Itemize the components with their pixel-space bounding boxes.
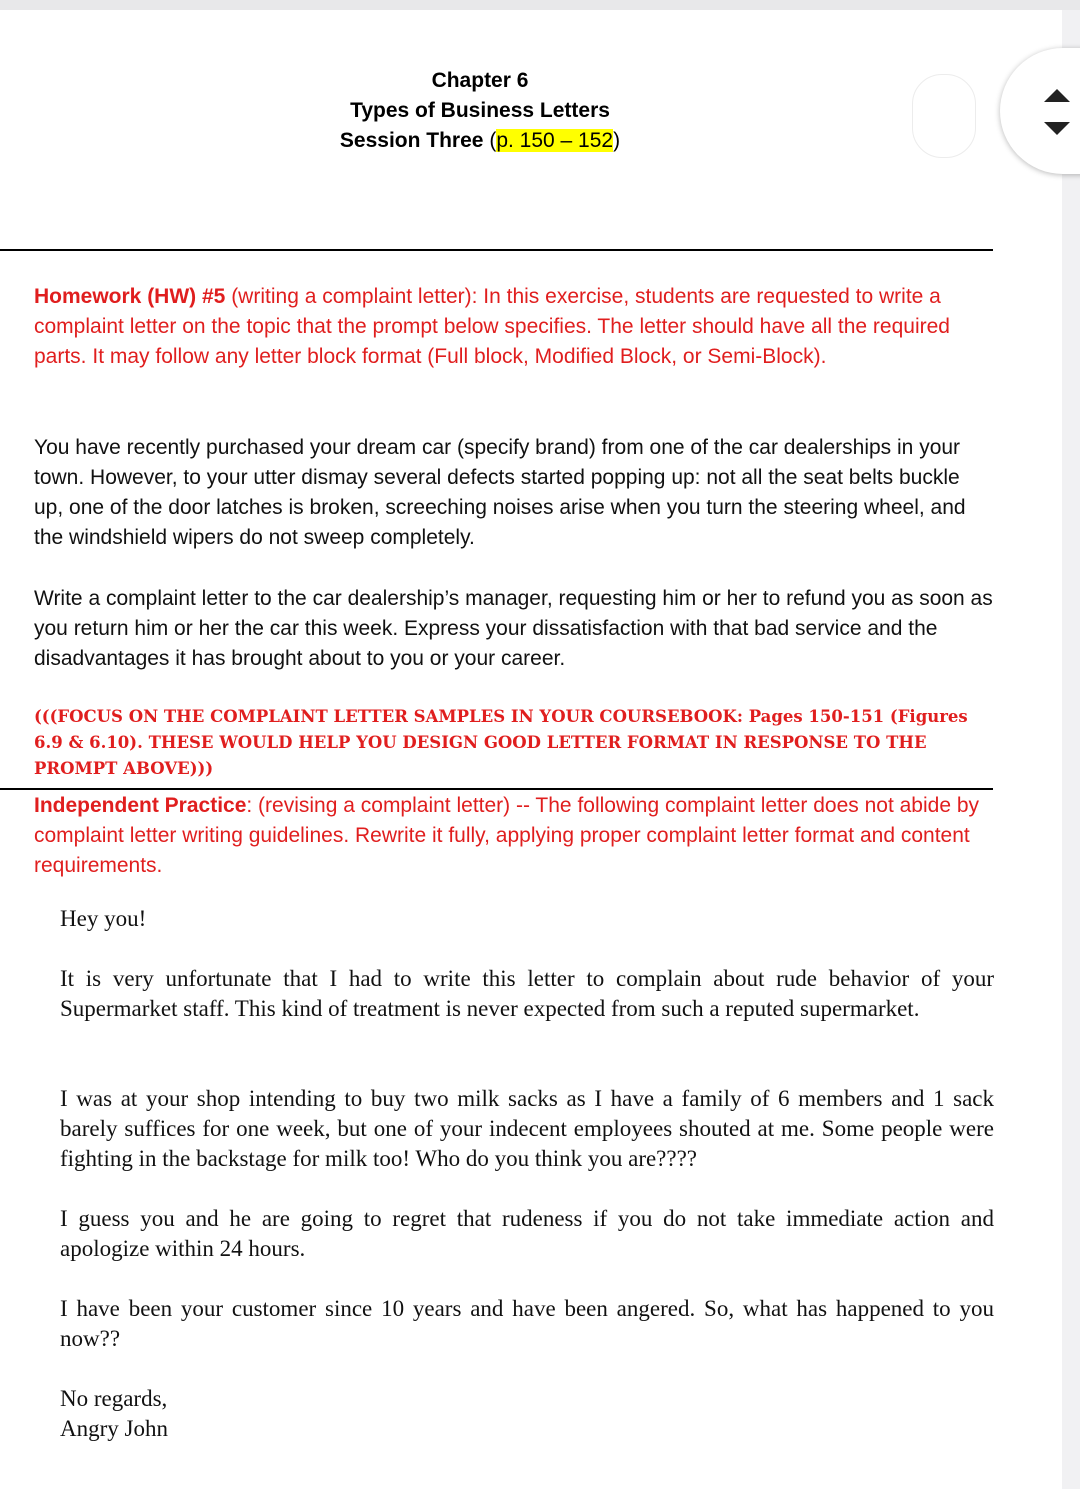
highlighted-pages: p. 150 – 152 xyxy=(496,129,614,152)
open-paren: ( xyxy=(489,129,497,152)
homework-instructions xyxy=(34,282,994,372)
letter-signature: Angry John xyxy=(60,1416,168,1441)
letter-paragraph: It is very unfortunate that I had to write this letter to complain about rude behavior of your Supermarket staff. This kind of treatment is never expected from such a reputed supermarket. xyxy=(60,966,994,1021)
divider-middle xyxy=(0,788,993,790)
letter-greeting: Hey you! xyxy=(60,906,147,931)
task-paragraph: Write a complaint letter to the car dealership’s manager, requesting him or her to refund you as soon as you return him or her the car this week. Express your dissatisfaction with that bad service and the disadvantages it has brought about to you or your career. xyxy=(34,587,993,670)
letter-paragraph: I was at your shop intending to buy two milk sacks as I have a family of 6 members and 1 sack barely suffices for one week, but one of your indecent employees shouted at me. Some people were fighting in the backstage for milk too! Who do you think you are???? xyxy=(60,1086,994,1171)
letter-sign-off xyxy=(60,1384,994,1444)
chapter-title: Types of Business Letters xyxy=(350,99,610,122)
faded-nav-control xyxy=(912,74,976,158)
independent-practice-instructions xyxy=(34,791,994,881)
homework-label: Homework (HW) #5 xyxy=(34,285,226,308)
independent-practice-label: Independent Practice xyxy=(34,794,247,817)
title-block xyxy=(0,66,960,156)
session-line xyxy=(0,126,960,156)
scrollbar-track[interactable] xyxy=(1062,10,1080,1489)
close-paren: ) xyxy=(613,129,621,152)
triangle-up-icon[interactable] xyxy=(1044,89,1070,102)
pages-reference xyxy=(489,129,620,152)
session-label: Session Three xyxy=(339,129,484,152)
letter-paragraph: I guess you and he are going to regret that rudeness if you do not take immediate action and apologize within 24 hours. xyxy=(60,1206,994,1261)
scenario-paragraph: You have recently purchased your dream car (specify brand) from one of the car dealerships in your town. However, to your utter dismay several defects started popping up: not all the seat belts buckle up, one of the door latches is broken, screeching noises arise when you turn the steering wheel, and the windshield wipers do not sweep completely. xyxy=(34,436,966,549)
letter-closing: No regards, xyxy=(60,1386,168,1411)
chapter-heading: Chapter 6 xyxy=(431,69,529,92)
triangle-down-icon[interactable] xyxy=(1044,122,1070,135)
letter-paragraph: I have been your customer since 10 years and have been angered. So, what has happened to you now?? xyxy=(60,1296,994,1351)
focus-note: (((FOCUS ON THE COMPLAINT LETTER SAMPLES IN YOUR COURSEBOOK: Pages 150-151 (Figures 6.9 & 6.10). THESE WOULD HELP YOU DESIGN GOOD LETTER FORMAT IN RESPONSE TO THE PROMPT ABOVE))) xyxy=(34,707,968,778)
independent-practice-text: : (revising a complaint letter) -- The following complaint letter does not abide by complaint letter writing guidelines. Rewrite it fully, applying proper complaint letter format and content requirements. xyxy=(34,794,980,877)
homework-text: (writing a complaint letter): In this exercise, students are requested to write a complaint letter on the topic that the prompt below specifies. The letter should have all the required parts. It may follow any letter block format (Full block, Modified Block, or Semi-Block). xyxy=(34,285,950,368)
divider-top xyxy=(0,249,993,251)
